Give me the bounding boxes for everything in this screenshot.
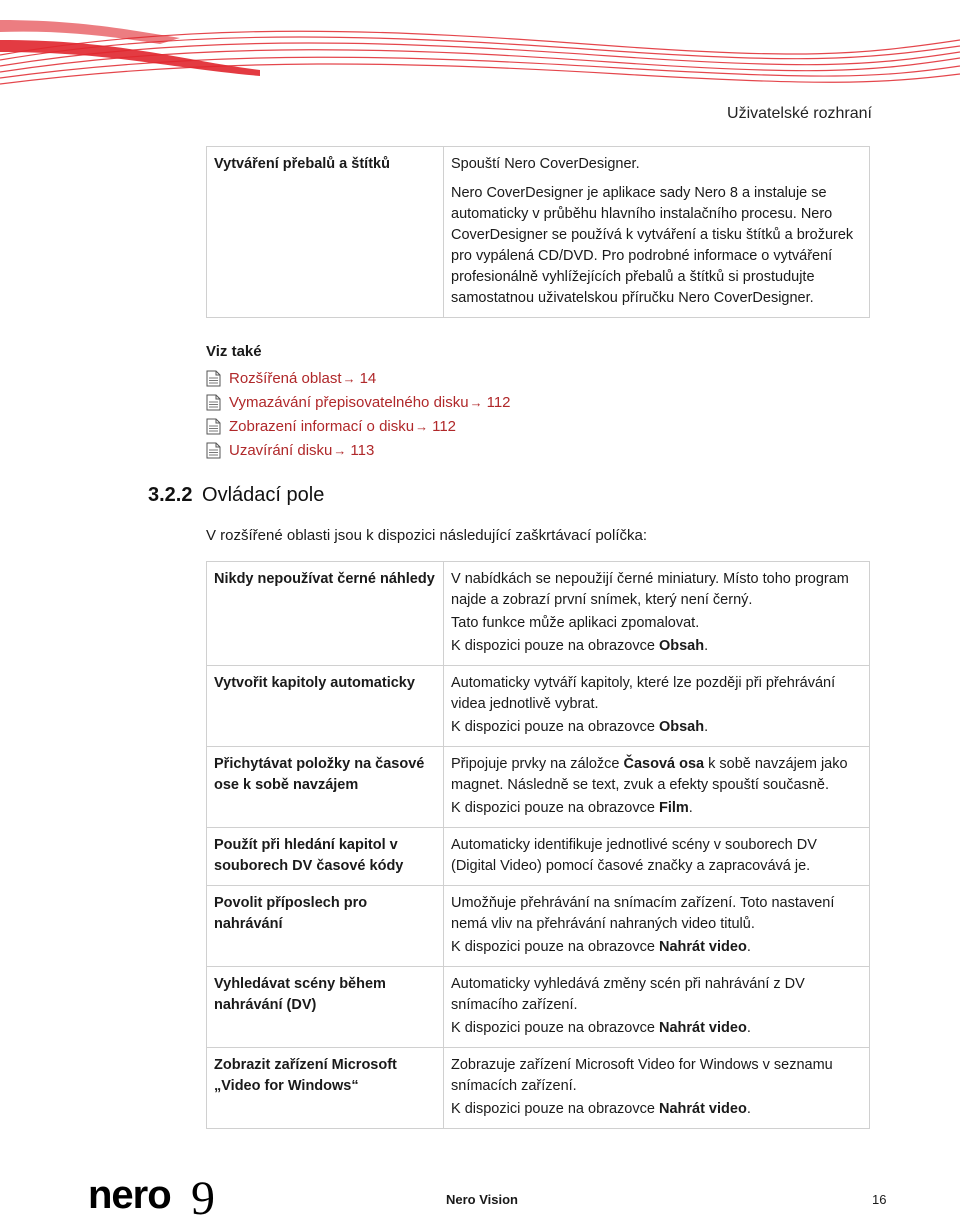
option-label: Vytvořit kapitoly automaticky bbox=[207, 666, 444, 747]
table-row bbox=[207, 747, 870, 828]
table-row bbox=[207, 828, 870, 886]
document-icon bbox=[206, 418, 221, 435]
intro-text: V rozšířené oblasti jsou k dispozici následující zaškrtávací políčka: bbox=[206, 527, 648, 544]
description-paragraph: Spouští Nero CoverDesigner. bbox=[451, 156, 640, 172]
see-also-link[interactable]: Rozšířená oblast bbox=[229, 369, 342, 387]
see-also-title: Viz také bbox=[206, 343, 262, 360]
see-also-link[interactable]: Uzavírání disku bbox=[229, 441, 333, 459]
table-row bbox=[207, 147, 870, 318]
document-icon bbox=[206, 394, 221, 411]
arrow-icon: → bbox=[469, 394, 483, 410]
option-label: Zobrazit zařízení Microsoft „Video for Windows“ bbox=[207, 1048, 444, 1129]
see-also-item[interactable] bbox=[206, 390, 511, 414]
see-also-item[interactable] bbox=[206, 414, 511, 438]
see-also-item[interactable] bbox=[206, 438, 511, 462]
section-number: 3.2.2 bbox=[148, 484, 193, 506]
see-also-page: 112 bbox=[432, 417, 457, 435]
screen-name: Časová osa bbox=[623, 756, 705, 772]
option-label: Vyhledávat scény během nahrávání (DV) bbox=[207, 967, 444, 1048]
section-title: Ovládací pole bbox=[202, 484, 325, 506]
arrow-icon: → bbox=[333, 442, 347, 458]
description-paragraph: V nabídkách se nepoužijí černé miniatury. Místo toho program najde a zobrazí první snímek, který není černý. bbox=[451, 571, 849, 608]
svg-text:nero: nero bbox=[88, 1173, 171, 1217]
option-description bbox=[444, 562, 870, 666]
table-row bbox=[207, 1048, 870, 1129]
arrow-icon: → bbox=[415, 418, 429, 434]
document-icon bbox=[206, 370, 221, 387]
description-paragraph: Automaticky vytváří kapitoly, které lze později při přehrávání videa jednotlivě vybrat. bbox=[451, 675, 836, 712]
option-description bbox=[444, 967, 870, 1048]
section-header: Uživatelské rozhraní bbox=[727, 105, 872, 122]
description-paragraph: K dispozici pouze na obrazovce Film. bbox=[451, 800, 693, 816]
document-icon bbox=[206, 442, 221, 459]
header-wave-banner bbox=[0, 0, 960, 100]
option-label: Povolit příposlech pro nahrávání bbox=[207, 886, 444, 967]
option-description bbox=[444, 828, 870, 886]
description-paragraph: Připojuje prvky na záložce Časová osa k sobě navzájem jako magnet. Následně se text, zvuk a efekty spouští současně. bbox=[451, 756, 848, 793]
table-row bbox=[207, 886, 870, 967]
description-paragraph: Nero CoverDesigner je aplikace sady Nero 8 a instaluje se automaticky v průběhu hlavního instalačního procesu. Nero CoverDesigner se používá k vytváření a tisku štítků a brožurek pro vypálená CD/DVD. Pro podrobné informace o vytváření profesionálně vyhlížejících přebalů a štítků si prostudujte samostatnou uživatelskou příručku Nero CoverDesigner. bbox=[451, 185, 854, 306]
description-paragraph: Umožňuje přehrávání na snímacím zařízení. Toto nastavení nemá vliv na přehrávání nahraných video titulů. bbox=[451, 895, 835, 932]
option-description bbox=[444, 1048, 870, 1129]
option-label: Nikdy nepoužívat černé náhledy bbox=[207, 562, 444, 666]
description-paragraph: Tato funkce může aplikaci zpomalovat. bbox=[451, 615, 700, 631]
see-also-link[interactable]: Zobrazení informací o disku bbox=[229, 417, 415, 435]
option-label: Použít při hledání kapitol v souborech DV časové kódy bbox=[207, 828, 444, 886]
footer-product: Nero Vision bbox=[446, 1192, 519, 1207]
page-number: 16 bbox=[872, 1192, 887, 1207]
option-label: Přichytávat položky na časové ose k sobě navzájem bbox=[207, 747, 444, 828]
description-paragraph: K dispozici pouze na obrazovce Nahrát video. bbox=[451, 1101, 751, 1117]
screen-name: Nahrát video bbox=[658, 1020, 747, 1036]
see-also-page: 14 bbox=[359, 369, 377, 387]
table-row bbox=[207, 562, 870, 666]
description-paragraph: Automaticky vyhledává změny scén při nahrávání z DV snímacího zařízení. bbox=[451, 976, 805, 1013]
see-also-section bbox=[206, 343, 511, 462]
screen-name: Obsah bbox=[658, 719, 705, 735]
see-also-link[interactable]: Vymazávání přepisovatelného disku bbox=[229, 393, 469, 411]
see-also-page: 112 bbox=[486, 393, 511, 411]
nero-logo bbox=[88, 1170, 228, 1222]
see-also-item[interactable] bbox=[206, 366, 511, 390]
section-heading bbox=[148, 484, 324, 507]
option-description bbox=[444, 666, 870, 747]
table-row bbox=[207, 666, 870, 747]
description-paragraph: K dispozici pouze na obrazovce Nahrát video. bbox=[451, 939, 751, 955]
option-label: Vytváření přebalů a štítků bbox=[207, 147, 444, 318]
screen-name: Film bbox=[658, 800, 689, 816]
option-description bbox=[444, 147, 870, 318]
description-paragraph: K dispozici pouze na obrazovce Obsah. bbox=[451, 638, 709, 654]
screen-name: Nahrát video bbox=[658, 939, 747, 955]
see-also-list bbox=[206, 366, 511, 462]
see-also-page: 113 bbox=[350, 441, 375, 459]
checkbox-options-table bbox=[206, 561, 870, 1129]
screen-name: Nahrát video bbox=[658, 1101, 747, 1117]
description-paragraph: K dispozici pouze na obrazovce Nahrát video. bbox=[451, 1020, 751, 1036]
description-paragraph: Automaticky identifikuje jednotlivé scény v souborech DV (Digital Video) pomocí časové značky a zapracovává je. bbox=[451, 837, 817, 874]
arrow-icon: → bbox=[342, 370, 356, 386]
screen-name: Obsah bbox=[658, 638, 705, 654]
description-paragraph: K dispozici pouze na obrazovce Obsah. bbox=[451, 719, 709, 735]
description-paragraph: Zobrazuje zařízení Microsoft Video for Windows v seznamu snímacích zařízení. bbox=[451, 1057, 833, 1094]
svg-text:9: 9 bbox=[191, 1172, 215, 1222]
table-row bbox=[207, 967, 870, 1048]
cover-designer-table bbox=[206, 146, 870, 318]
option-description bbox=[444, 747, 870, 828]
option-description bbox=[444, 886, 870, 967]
